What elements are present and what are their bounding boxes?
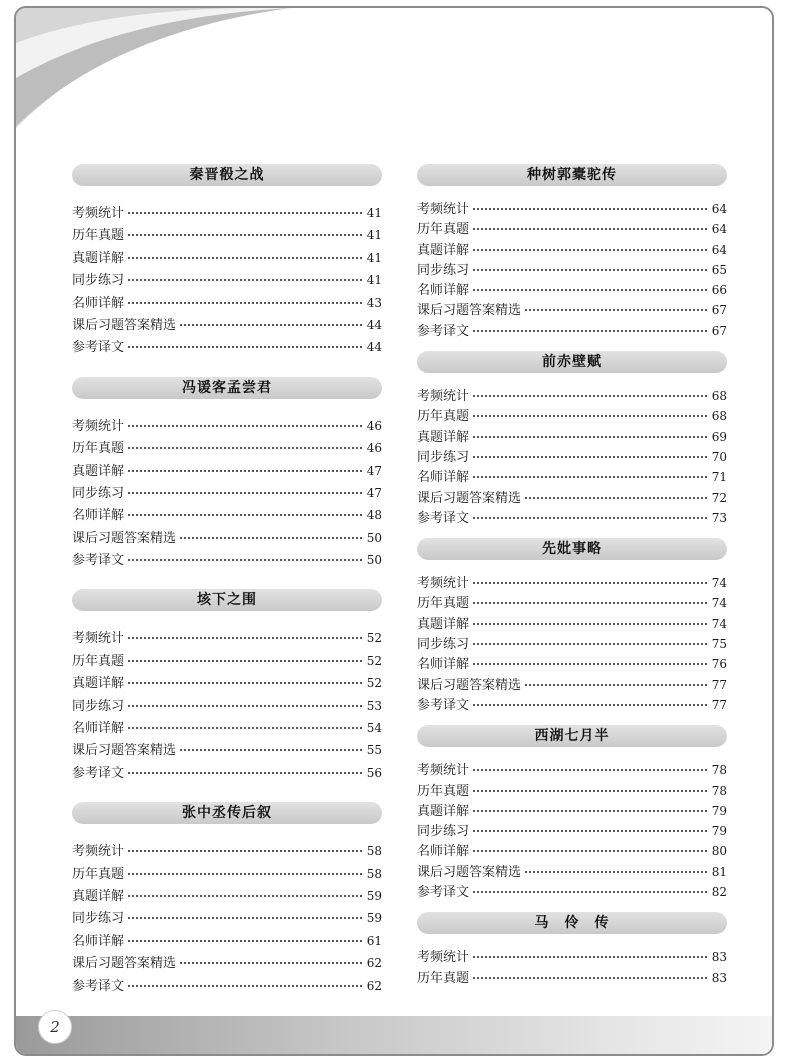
entry-page-number: 43: [366, 295, 382, 310]
toc-entry[interactable]: [72, 292, 382, 314]
toc-entry[interactable]: [417, 573, 727, 593]
toc-entry[interactable]: [417, 675, 727, 695]
entry-page-number: 52: [366, 653, 382, 668]
toc-entry[interactable]: [72, 840, 382, 862]
toc-entry[interactable]: [417, 654, 727, 674]
entry-label: 名师详解: [417, 283, 470, 299]
entry-page-number: 52: [366, 631, 382, 646]
toc-entry[interactable]: [72, 627, 382, 649]
entry-page-number: 64: [711, 202, 727, 216]
entry-page-number: 74: [711, 576, 727, 591]
entry-label: 历年真题: [417, 970, 470, 986]
toc-entry[interactable]: [417, 821, 727, 841]
dot-leader: [128, 212, 362, 214]
toc-entry[interactable]: [417, 240, 727, 260]
entry-list: [417, 760, 727, 902]
toc-entry[interactable]: [417, 260, 727, 280]
entry-label: 考频统计: [417, 202, 470, 217]
entry-list: [72, 840, 382, 997]
entry-page-number: 53: [366, 698, 382, 713]
entry-label: 考频统计: [417, 763, 470, 779]
toc-entry[interactable]: [417, 882, 727, 902]
toc-entry[interactable]: [417, 280, 727, 300]
entry-list: [417, 947, 727, 988]
entry-page-number: 79: [711, 803, 727, 818]
section-title[interactable]: 秦晋殽之战: [72, 164, 382, 186]
dot-leader: [473, 228, 707, 230]
entry-label: 课后习题答案精选: [72, 743, 177, 759]
dot-leader: [473, 249, 707, 251]
dot-leader: [128, 279, 362, 281]
dot-leader: [128, 985, 362, 987]
entry-page-number: 70: [711, 449, 727, 464]
entry-label: 同步练习: [417, 637, 470, 653]
entry-label: 历年真题: [417, 409, 470, 425]
entry-page-number: 77: [711, 697, 727, 712]
entry-page-number: 75: [711, 637, 727, 652]
dot-leader: [473, 208, 707, 210]
toc-entry[interactable]: [72, 717, 382, 739]
toc-entry[interactable]: [72, 885, 382, 907]
toc-entry[interactable]: [72, 907, 382, 929]
toc-entry[interactable]: [417, 862, 727, 882]
dot-leader: [473, 850, 707, 852]
entry-label: 历年真题: [72, 866, 125, 882]
entry-label: 同步练习: [417, 824, 470, 840]
entry-page-number: 74: [711, 596, 727, 611]
toc-entry[interactable]: [72, 952, 382, 974]
dot-leader: [128, 302, 362, 304]
dot-leader: [473, 517, 707, 519]
section-title[interactable]: 种树郭橐驼传: [417, 164, 727, 186]
entry-list: [417, 386, 727, 528]
page-number: 2: [38, 1010, 72, 1044]
dot-leader: [473, 956, 707, 958]
dot-leader: [128, 895, 362, 897]
dot-leader: [473, 810, 707, 812]
dot-leader: [128, 514, 362, 516]
toc-entry[interactable]: [72, 202, 382, 224]
entry-list: [72, 415, 382, 572]
dot-leader: [473, 977, 707, 979]
toc-entry[interactable]: [72, 650, 382, 672]
entry-page-number: 77: [711, 677, 727, 692]
dot-leader: [473, 623, 707, 625]
entry-page-number: 46: [366, 418, 382, 433]
entry-label: 真题详解: [417, 803, 470, 819]
dot-leader: [473, 395, 707, 397]
dot-leader: [128, 470, 362, 472]
entry-page-number: 50: [366, 553, 382, 568]
entry-page-number: 78: [711, 783, 727, 798]
dot-leader: [525, 871, 707, 873]
toc-page: [14, 6, 774, 1056]
dot-leader: [128, 234, 362, 236]
entry-page-number: 44: [366, 317, 382, 332]
toc-entry[interactable]: [417, 199, 727, 219]
entry-label: 参考译文: [72, 340, 125, 356]
entry-page-number: 80: [711, 844, 727, 859]
dot-leader: [473, 663, 707, 665]
entry-page-number: 59: [366, 911, 382, 926]
entry-page-number: 48: [366, 508, 382, 523]
entry-page-number: 74: [711, 616, 727, 631]
entry-page-number: 58: [366, 844, 382, 859]
toc-entry[interactable]: [417, 219, 727, 239]
entry-page-number: 67: [711, 323, 727, 338]
entry-page-number: 67: [711, 303, 727, 318]
entry-page-number: 68: [711, 389, 727, 404]
section-title[interactable]: 垓下之围: [72, 589, 382, 611]
entry-label: 名师详解: [417, 470, 470, 486]
entry-label: 真题详解: [72, 463, 125, 479]
toc-entry[interactable]: [417, 634, 727, 654]
dot-leader: [128, 559, 362, 561]
entry-page-number: 83: [711, 970, 727, 985]
toc-entry[interactable]: [72, 482, 382, 504]
entry-page-number: 41: [366, 206, 382, 220]
entry-page-number: 69: [711, 429, 727, 444]
entry-page-number: 62: [366, 978, 382, 993]
entry-label: 参考译文: [72, 978, 125, 994]
toc-section: [417, 725, 727, 902]
entry-label: 课后习题答案精选: [417, 864, 522, 880]
dot-leader: [128, 772, 362, 774]
entry-label: 名师详解: [72, 295, 125, 311]
dot-leader: [180, 962, 362, 964]
entry-label: 历年真题: [417, 783, 470, 799]
entry-list: [417, 199, 727, 341]
dot-leader: [128, 637, 362, 639]
dot-leader: [128, 682, 362, 684]
dot-leader: [473, 830, 707, 832]
toc-entry[interactable]: [417, 300, 727, 320]
entry-list: [417, 573, 727, 715]
dot-leader: [473, 269, 707, 271]
entry-label: 名师详解: [72, 933, 125, 949]
footer-band: [16, 1016, 772, 1054]
entry-page-number: 64: [711, 222, 727, 237]
entry-page-number: 61: [366, 933, 382, 948]
toc-section: [417, 538, 727, 715]
toc-section: [72, 802, 382, 997]
toc-entry[interactable]: [72, 415, 382, 437]
dot-leader: [473, 602, 707, 604]
dot-leader: [128, 873, 362, 875]
dot-leader: [473, 289, 707, 291]
entry-page-number: 41: [366, 228, 382, 243]
toc-entry[interactable]: [417, 760, 727, 780]
toc-column-right: [417, 164, 727, 998]
toc-entry[interactable]: [417, 947, 727, 967]
entry-label: 考频统计: [72, 418, 125, 434]
entry-page-number: 81: [711, 864, 727, 879]
entry-page-number: 78: [711, 763, 727, 778]
entry-label: 课后习题答案精选: [72, 317, 177, 333]
entry-label: 真题详解: [72, 676, 125, 692]
section-title[interactable]: 西湖七月半: [417, 725, 727, 747]
entry-label: 课后习题答案精选: [417, 490, 522, 506]
toc-entry[interactable]: [417, 427, 727, 447]
dot-leader: [128, 447, 362, 449]
entry-page-number: 82: [711, 885, 727, 900]
entry-label: 历年真题: [417, 596, 470, 612]
dot-leader: [525, 497, 707, 499]
entry-label: 同步练习: [72, 273, 125, 289]
entry-label: 课后习题答案精选: [72, 956, 177, 972]
toc-entry[interactable]: [417, 781, 727, 801]
dot-leader: [473, 456, 707, 458]
dot-leader: [128, 705, 362, 707]
entry-label: 历年真题: [72, 653, 125, 669]
entry-label: 考频统计: [72, 631, 125, 647]
toc-entry[interactable]: [72, 739, 382, 761]
entry-label: 历年真题: [417, 222, 470, 238]
entry-label: 历年真题: [72, 441, 125, 457]
toc-entry[interactable]: [72, 527, 382, 549]
dot-leader: [473, 476, 707, 478]
entry-page-number: 41: [366, 250, 382, 265]
entry-label: 参考译文: [72, 765, 125, 781]
dot-leader: [473, 891, 707, 893]
entry-page-number: 73: [711, 510, 727, 525]
dot-leader: [473, 436, 707, 438]
dot-leader: [180, 749, 362, 751]
toc-section: [417, 912, 727, 988]
dot-leader: [473, 704, 707, 706]
entry-label: 真题详解: [72, 250, 125, 266]
entry-label: 考频统计: [417, 950, 470, 966]
entry-page-number: 59: [366, 888, 382, 903]
dot-leader: [473, 330, 707, 332]
dot-leader: [473, 415, 707, 417]
section-title[interactable]: 前赤壁赋: [417, 351, 727, 373]
entry-page-number: 47: [366, 463, 382, 478]
entry-page-number: 62: [366, 956, 382, 971]
entry-page-number: 55: [366, 743, 382, 758]
toc-entry[interactable]: [417, 447, 727, 467]
entry-list: [72, 627, 382, 784]
entry-label: 真题详解: [72, 888, 125, 904]
dot-leader: [128, 492, 362, 494]
dot-leader: [128, 850, 362, 852]
toc-entry[interactable]: [417, 841, 727, 861]
dot-leader: [180, 537, 362, 539]
section-title[interactable]: 先妣事略: [417, 538, 727, 560]
toc-entry[interactable]: [72, 762, 382, 784]
entry-page-number: 71: [711, 470, 727, 485]
entry-page-number: 83: [711, 950, 727, 965]
entry-page-number: 46: [366, 441, 382, 456]
toc-entry[interactable]: [417, 695, 727, 715]
toc-entry[interactable]: [417, 467, 727, 487]
entry-label: 课后习题答案精选: [417, 303, 522, 319]
entry-page-number: 72: [711, 490, 727, 505]
entry-label: 真题详解: [417, 616, 470, 632]
toc-entry[interactable]: [72, 224, 382, 246]
toc-column-left: [72, 164, 382, 1015]
entry-label: 真题详解: [417, 429, 470, 445]
toc-entry[interactable]: [72, 863, 382, 885]
toc-entry[interactable]: [417, 406, 727, 426]
toc-section: [417, 164, 727, 341]
toc-entry[interactable]: [72, 247, 382, 269]
toc-entry[interactable]: [72, 672, 382, 694]
entry-page-number: 52: [366, 676, 382, 691]
entry-label: 参考译文: [417, 885, 470, 901]
toc-entry[interactable]: [72, 314, 382, 336]
entry-label: 同步练习: [72, 911, 125, 927]
toc-entry[interactable]: [72, 336, 382, 358]
toc-entry[interactable]: [417, 801, 727, 821]
decorative-swoosh: [16, 8, 316, 138]
dot-leader: [473, 790, 707, 792]
entry-page-number: 66: [711, 283, 727, 298]
entry-page-number: 47: [366, 485, 382, 500]
toc-entry[interactable]: [72, 460, 382, 482]
toc-entry[interactable]: [417, 614, 727, 634]
toc-entry[interactable]: [417, 386, 727, 406]
entry-label: 考频统计: [417, 576, 470, 592]
entry-label: 真题详解: [417, 242, 470, 258]
section-title[interactable]: 马 伶 传: [417, 912, 727, 934]
dot-leader: [128, 346, 362, 348]
entry-label: 名师详解: [72, 721, 125, 737]
entry-label: 名师详解: [417, 844, 470, 860]
entry-label: 参考译文: [417, 510, 470, 526]
dot-leader: [128, 917, 362, 919]
toc-entry[interactable]: [72, 695, 382, 717]
entry-label: 课后习题答案精选: [417, 677, 522, 693]
toc-entry[interactable]: [417, 508, 727, 528]
entry-label: 考频统计: [72, 844, 125, 860]
toc-section: [417, 351, 727, 528]
toc-entry[interactable]: [417, 593, 727, 613]
toc-section: [72, 377, 382, 572]
entry-page-number: 68: [711, 409, 727, 424]
entry-page-number: 76: [711, 657, 727, 672]
dot-leader: [128, 727, 362, 729]
toc-section: [72, 589, 382, 784]
entry-page-number: 58: [366, 866, 382, 881]
toc-entry[interactable]: [417, 968, 727, 988]
toc-entry[interactable]: [417, 488, 727, 508]
dot-leader: [128, 425, 362, 427]
entry-label: 名师详解: [72, 508, 125, 524]
dot-leader: [473, 582, 707, 584]
entry-label: 课后习题答案精选: [72, 530, 177, 546]
entry-list: [72, 202, 382, 359]
dot-leader: [473, 769, 707, 771]
section-title[interactable]: 张中丞传后叙: [72, 802, 382, 824]
entry-page-number: 50: [366, 530, 382, 545]
entry-label: 参考译文: [72, 553, 125, 569]
dot-leader: [128, 257, 362, 259]
dot-leader: [128, 940, 362, 942]
toc-entry[interactable]: [72, 504, 382, 526]
entry-label: 同步练习: [417, 449, 470, 465]
entry-page-number: 41: [366, 273, 382, 288]
entry-label: 同步练习: [417, 262, 470, 278]
dot-leader: [525, 309, 707, 311]
toc-entry[interactable]: [417, 321, 727, 341]
dot-leader: [128, 660, 362, 662]
entry-label: 历年真题: [72, 228, 125, 244]
toc-entry[interactable]: [72, 975, 382, 997]
toc-entry[interactable]: [72, 437, 382, 459]
toc-entry[interactable]: [72, 930, 382, 952]
entry-page-number: 65: [711, 262, 727, 277]
toc-entry[interactable]: [72, 549, 382, 571]
entry-label: 名师详解: [417, 657, 470, 673]
dot-leader: [525, 684, 707, 686]
entry-label: 参考译文: [417, 697, 470, 713]
entry-label: 考频统计: [417, 389, 470, 405]
entry-page-number: 64: [711, 242, 727, 257]
entry-page-number: 54: [366, 721, 382, 736]
entry-page-number: 56: [366, 765, 382, 780]
entry-label: 同步练习: [72, 485, 125, 501]
entry-label: 参考译文: [417, 323, 470, 339]
entry-page-number: 44: [366, 340, 382, 355]
toc-section: [72, 164, 382, 359]
toc-entry[interactable]: [72, 269, 382, 291]
entry-label: 同步练习: [72, 698, 125, 714]
entry-page-number: 79: [711, 824, 727, 839]
dot-leader: [473, 643, 707, 645]
entry-label: 考频统计: [72, 206, 125, 221]
section-title[interactable]: 冯谖客孟尝君: [72, 377, 382, 399]
dot-leader: [180, 324, 362, 326]
